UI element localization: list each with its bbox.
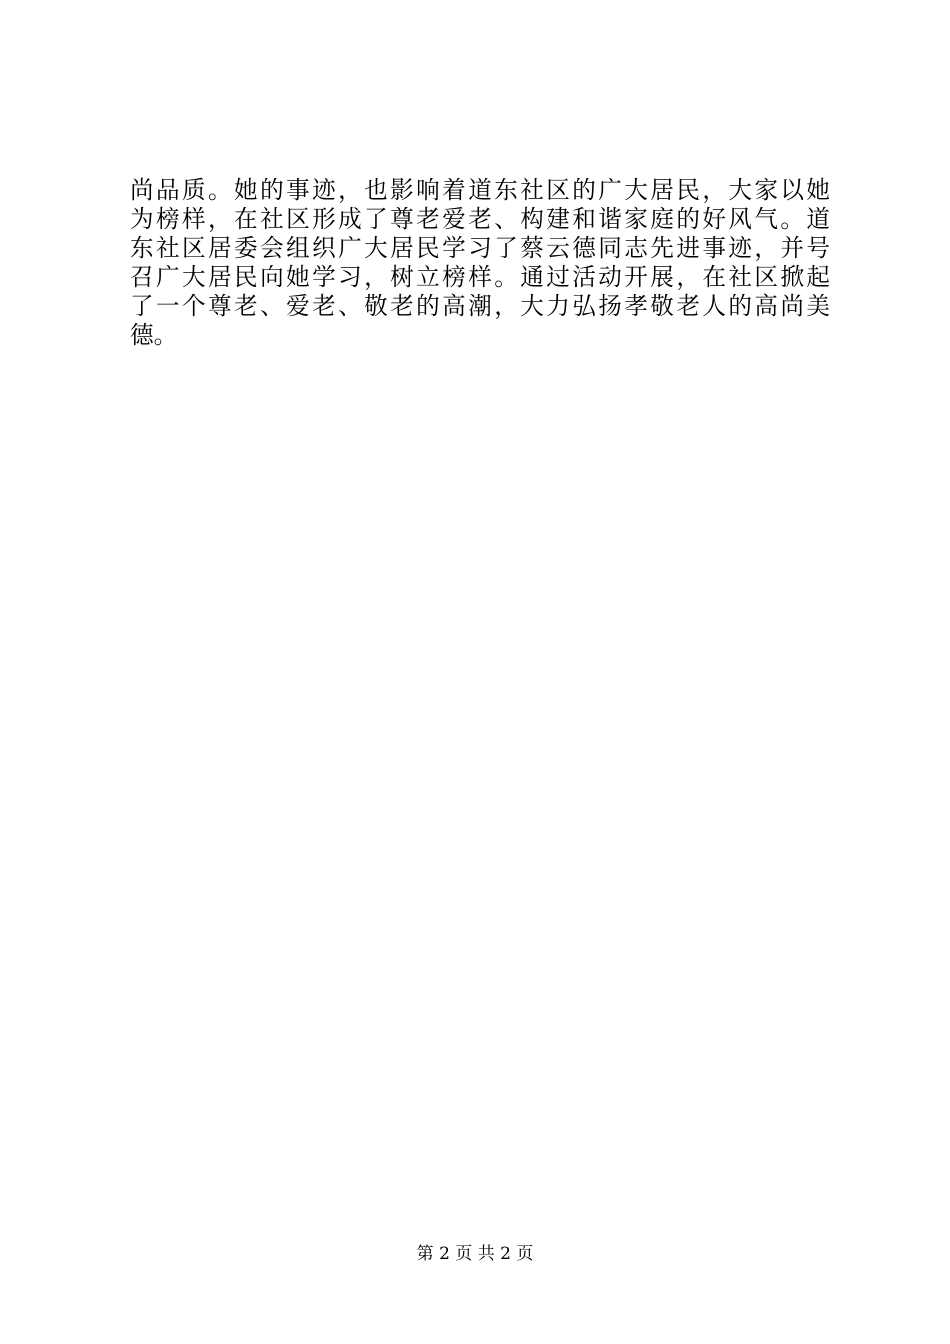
body-line: 德。 bbox=[130, 321, 178, 349]
body-line: 为榜样，在社区形成了尊老爱老、构建和谐家庭的好风气。道 bbox=[130, 205, 830, 233]
body-line: 召广大居民向她学习，树立榜样。通过活动开展，在社区掀起 bbox=[130, 263, 830, 291]
page-footer: 第 2 页 共 2 页 bbox=[416, 1244, 534, 1264]
body-paragraph bbox=[130, 176, 830, 350]
body-line: 东社区居委会组织广大居民学习了蔡云德同志先进事迹，并号 bbox=[130, 234, 830, 262]
body-line: 尚品质。她的事迹，也影响着道东社区的广大居民，大家以她 bbox=[130, 176, 830, 204]
body-line: 了一个尊老、爱老、敬老的高潮，大力弘扬孝敬老人的高尚美 bbox=[130, 292, 830, 320]
